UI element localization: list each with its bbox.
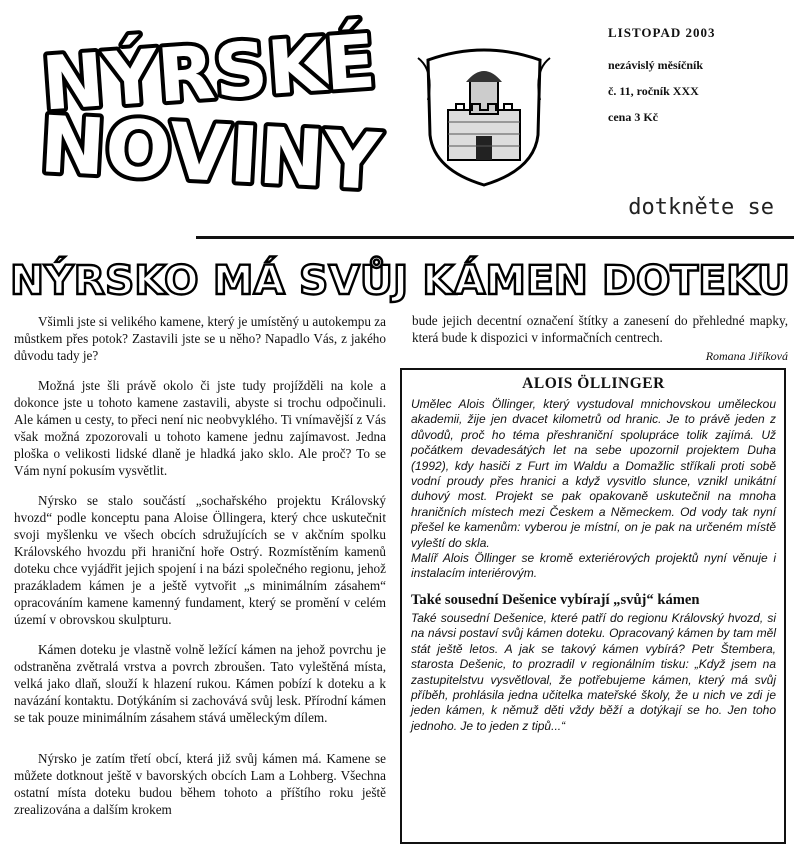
- sidebar-box: [400, 368, 786, 844]
- box-subtitle: Také sousední Dešenice vybírají „svůj“ kámen: [411, 591, 700, 608]
- divider-rule: [196, 236, 794, 239]
- issue-price: cena 3 Kč: [608, 110, 658, 124]
- issue-meta: [608, 26, 798, 136]
- article-continuation: bude jejich decentní označení štítky a zanesení do přehledné mapky, která bude k dispozici v informačních centrech.: [412, 313, 788, 345]
- article-author: Romana Jiříková: [705, 349, 788, 363]
- box-paragraph: Umělec Alois Öllinger, který vystudoval mnichovskou uměleckou akademii, žije jen dvacet kilometrů od hranic. Je to právě jeden z důvodů, proč ho téma přeshraniční spolupráce tolik zajímá. Už počátkem devadesátých let na sebe upozornil projektem Duha (1992), kdy hasiči z Furt im Waldu a Domažlic stříkali proti sobě vodní proudy přes hranici a když vysvitlo slunce, vznikl unikátní duhový most. Projekt se pak opakovaně uskutečnil na mnoha hraničních místech mezi Českem a Německem. Od vody tak nyní přešel ke kamenům: vyberou je místní, on je pak na určeném místě vyleští do skla.: [411, 397, 776, 550]
- masthead-title-line2: NOVINY: [37, 100, 383, 208]
- masthead-logo: [30, 14, 410, 214]
- box-sub-paragraph: Také sousední Dešenice, které patří do regionu Královský hvozd, si na návsi postaví svůj kámen doteku. Opracovaný kámen by tam měl stát ještě letos. A jak se takový kámen vybírá? Petr Štembera, starosta Dešenic, to prozradil v regionálním tisku: „Když jsem na zastupitelstvu vysvětloval, že potřebujeme kámen, který má svůj příběh, prohlásila jedna učitelka mateřské školy, že u nich ve zdi je jeden kámen, k němuž děti vždy běží a dotýkají se ho. Jen toho jednoho. Je to jeden z tipů...“: [411, 610, 776, 733]
- issue-type: nezávislý měsíčník: [608, 58, 703, 72]
- box-paragraph: Malíř Alois Öllinger se kromě exteriérových projektů nyní věnuje i instalacím interiérovým.: [411, 551, 776, 581]
- town-crest-icon: [414, 40, 554, 190]
- masthead-title-line1: NÝRSKÉ: [39, 18, 379, 128]
- article-paragraph: Všimli jste si velikého kamene, který je umístěný u autokempu za můstkem přes potok? Zastavili jste se u něho? Napadlo Vás, z jakého důvodu tady je?: [14, 314, 386, 363]
- article-right-continuation: [412, 312, 788, 365]
- headline-text: NÝRSKO MÁ SVŮJ KÁMEN DOTEKU: [10, 258, 776, 304]
- section-tagline: dotkněte se: [628, 195, 774, 220]
- article-paragraph: Možná jste šli právě okolo či jste tudy projížděli na kole a dokonce jste u tohoto kamene zastavili, abyste si trochu odpočinuli. Ale kámen u cesty, to přeci není nic neobvyklého. Ti vnímavější z Vás však možná zpozorovali u tohoto kamene jednu zajímavost. Jedna ploška o velikosti lidské dlaně je hladká jako sklo. Ale proč? To se Vám nyní pokusím vysvětlit.: [14, 378, 386, 478]
- article-paragraph: Nýrsko je zatím třetí obcí, která již svůj kámen má. Kamene se můžete dotknout ještě v bavorských obcích Lam a Lohberg. Všechna ostatní místa doteku budou během tohoto a příštího roku ještě zrealizována a dalším krokem: [14, 751, 386, 817]
- article-left-column: [14, 313, 386, 831]
- article-headline: [0, 246, 800, 306]
- box-title: ALOIS ÖLLINGER: [522, 375, 665, 392]
- article-paragraph: Nýrsko se stalo součástí „sochařského projektu Královský hvozd“ podle konceptu pana Aloise Öllingera, který chce uskutečnit svoji myšlenku ve všech obcích sdružujících se v akčním spolku Královského hvozdu při hraniční hoře Ostrý. Rozmístěním kamenů doteku chce vyjádřit jejich spojení i na bázi společného regionu, jehož prazákladem kámen je a ještě vytvořit „s minimálním zásahem“ opracováním kamene kamenný fundament, který se promění v celém území v obrovskou skulpturu.: [14, 493, 386, 627]
- box-body: [411, 397, 776, 582]
- issue-date: LISTOPAD 2003: [608, 25, 716, 40]
- box-sub-body: [411, 611, 776, 734]
- article-paragraph: Kámen doteku je vlastně volně ležící kámen na jehož povrchu je odstraněna zvětralá vrstva a povrch zbroušen. Tato vyleštěná místa, velká jako dlaň, slouží k hlazení rukou. Kámen pobízí k doteku a k navázání kontaktu. Dotýkáním si zachovává svůj lesk. Přírodní kámen se tak pouze minimálním zásahem stává uměleckým dílem.: [14, 642, 386, 725]
- issue-number: č. 11, ročník XXX: [608, 84, 699, 98]
